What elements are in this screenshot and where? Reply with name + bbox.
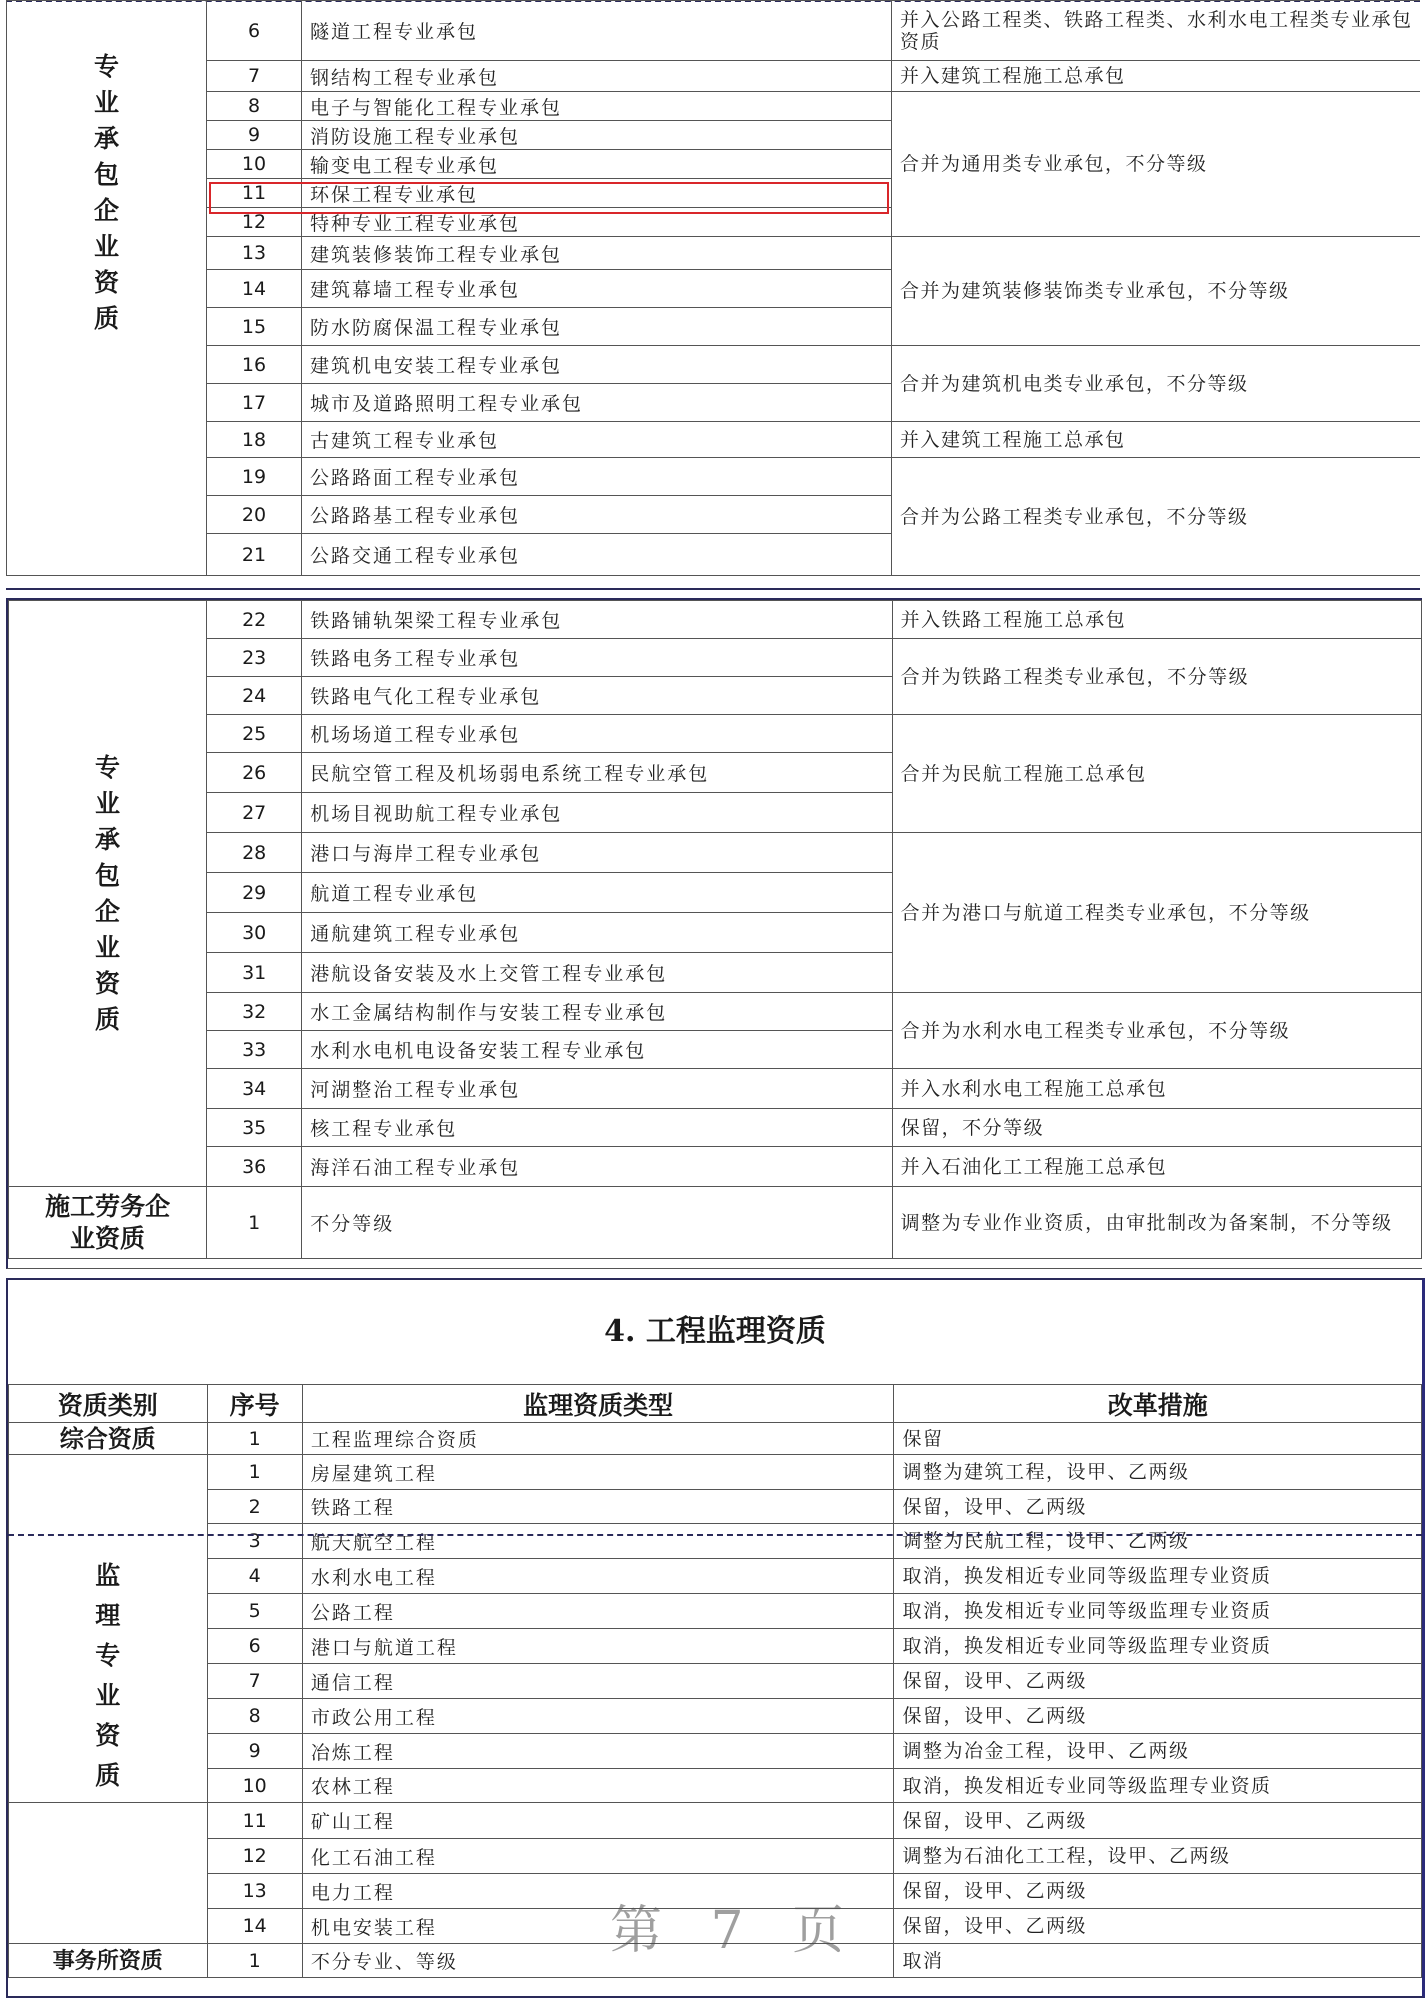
category-cell: 综合资质: [9, 1423, 208, 1455]
row-number: 17: [207, 384, 302, 422]
reform-measure: 保留，设甲、乙两级: [894, 1803, 1422, 1839]
column-header: 序号: [207, 1385, 302, 1423]
category-cell: 专业承包企业资质: [7, 1, 207, 576]
qualification-name: 铁路铺轨架梁工程专业承包: [302, 601, 892, 639]
row-number: 20: [207, 496, 302, 534]
row-number: 11: [207, 1803, 302, 1839]
qualification-name: 钢结构工程专业承包: [302, 61, 892, 92]
row-number: 5: [207, 1594, 302, 1629]
qualification-name: 冶炼工程: [302, 1734, 894, 1769]
row-number: 3: [207, 1524, 302, 1559]
row-number: 12: [207, 208, 302, 237]
row-number: 10: [207, 1769, 302, 1803]
qualification-name: 铁路电务工程专业承包: [302, 639, 892, 677]
row-number: 35: [207, 1109, 302, 1147]
row-number: 7: [207, 61, 302, 92]
table-panel-1: [6, 0, 1420, 590]
qualification-name: 矿山工程: [302, 1803, 894, 1839]
qualification-name: 建筑装修装饰工程专业承包: [302, 237, 892, 270]
row-number: 25: [207, 715, 302, 753]
qualification-name: 通航建筑工程专业承包: [302, 913, 892, 953]
reform-measure: 合并为通用类专业承包，不分等级: [892, 92, 1421, 237]
reform-measure: 保留，设甲、乙两级: [894, 1664, 1422, 1699]
table-row: [9, 993, 1422, 1031]
qualification-name: 港口与海岸工程专业承包: [302, 833, 892, 873]
table-row: [9, 601, 1422, 639]
row-number: 7: [207, 1664, 302, 1699]
qualification-name: 公路交通工程专业承包: [302, 534, 892, 576]
row-number: 14: [207, 1909, 302, 1944]
qualification-name: 市政公用工程: [302, 1699, 894, 1734]
row-number: 11: [207, 179, 302, 208]
reform-measure: 调整为专业作业资质，由审批制改为备案制，不分等级: [892, 1187, 1421, 1259]
column-header: 改革措施: [894, 1385, 1422, 1423]
qualification-name: 防水防腐保温工程专业承包: [302, 308, 892, 346]
qualification-name: 机场场道工程专业承包: [302, 715, 892, 753]
row-number: 28: [207, 833, 302, 873]
qualification-table-1: [6, 0, 1420, 576]
row-number: 27: [207, 793, 302, 833]
qualification-table-2: [8, 600, 1422, 1259]
qualification-name: 古建筑工程专业承包: [302, 422, 892, 458]
table-header-row: [9, 1385, 1422, 1423]
qualification-name: 特种专业工程专业承包: [302, 208, 892, 237]
reform-measure: 保留，设甲、乙两级: [894, 1490, 1422, 1524]
table-row: [9, 1664, 1422, 1699]
table-row: [9, 1559, 1422, 1594]
row-number: 1: [207, 1187, 302, 1259]
qualification-name: 化工石油工程: [302, 1839, 894, 1874]
table-row: [9, 1629, 1422, 1664]
row-number: 14: [207, 270, 302, 308]
qualification-name: 机场目视助航工程专业承包: [302, 793, 892, 833]
row-number: 24: [207, 677, 302, 715]
row-number: 13: [207, 237, 302, 270]
row-number: 12: [207, 1839, 302, 1874]
row-number: 30: [207, 913, 302, 953]
table-row: [9, 715, 1422, 753]
qualification-name: 水利水电工程: [302, 1559, 894, 1594]
table-row: [9, 1455, 1422, 1490]
table-row: [7, 346, 1421, 384]
row-number: 6: [207, 1629, 302, 1664]
reform-measure: 合并为水利水电工程类专业承包，不分等级: [892, 993, 1421, 1069]
qualification-name: 河湖整治工程专业承包: [302, 1069, 892, 1109]
table-panel-2: [6, 598, 1422, 1269]
table-row: [9, 1069, 1422, 1109]
table-row: [9, 1524, 1422, 1559]
qualification-name: 建筑机电安装工程专业承包: [302, 346, 892, 384]
table-row: [7, 422, 1421, 458]
qualification-name: 输变电工程专业承包: [302, 150, 892, 179]
highlight-box: [209, 182, 889, 214]
reform-measure: 并入水利水电工程施工总承包: [892, 1069, 1421, 1109]
qualification-name: 不分等级: [302, 1187, 892, 1259]
qualification-name: 房屋建筑工程: [302, 1455, 894, 1490]
table-row: [9, 1187, 1422, 1259]
qualification-name: 民航空管工程及机场弱电系统工程专业承包: [302, 753, 892, 793]
table-row: [9, 1839, 1422, 1874]
row-number: 13: [207, 1874, 302, 1909]
row-number: 19: [207, 458, 302, 496]
reform-measure: 取消，换发相近专业同等级监理专业资质: [894, 1629, 1422, 1664]
row-number: 29: [207, 873, 302, 913]
labor-category-cell: 施工劳务企业资质: [9, 1187, 207, 1259]
qualification-name: 航道工程专业承包: [302, 873, 892, 913]
qualification-name: 核工程专业承包: [302, 1109, 892, 1147]
qualification-name: 航天航空工程: [302, 1524, 894, 1559]
reform-measure: 调整为建筑工程，设甲、乙两级: [894, 1455, 1422, 1490]
qualification-name: 公路工程: [302, 1594, 894, 1629]
row-number: 1: [207, 1455, 302, 1490]
qualification-name: 机电安装工程: [302, 1909, 894, 1944]
row-number: 4: [207, 1559, 302, 1594]
qualification-name: 铁路工程: [302, 1490, 894, 1524]
qualification-name: 公路路基工程专业承包: [302, 496, 892, 534]
row-number: 33: [207, 1031, 302, 1069]
reform-measure: 并入公路工程类、铁路工程类、水利水电工程类专业承包资质: [892, 1, 1421, 61]
row-number: 1: [207, 1944, 302, 1978]
reform-measure: 保留，设甲、乙两级: [894, 1909, 1422, 1944]
reform-measure: 合并为铁路工程类专业承包，不分等级: [892, 639, 1421, 715]
row-number: 8: [207, 1699, 302, 1734]
qualification-name: 隧道工程专业承包: [302, 1, 892, 61]
qualification-name: 铁路电气化工程专业承包: [302, 677, 892, 715]
table-row: [9, 1423, 1422, 1455]
table-row: [9, 1769, 1422, 1803]
reform-measure: 并入建筑工程施工总承包: [892, 61, 1421, 92]
reform-measure: 合并为建筑装修装饰类专业承包，不分等级: [892, 237, 1421, 346]
qualification-name: 城市及道路照明工程专业承包: [302, 384, 892, 422]
table-row: [7, 458, 1421, 496]
category-cell: 专业承包企业资质: [9, 601, 207, 1187]
row-number: 32: [207, 993, 302, 1031]
table-row: [9, 1147, 1422, 1187]
reform-measure: 合并为公路工程类专业承包，不分等级: [892, 458, 1421, 576]
table-row: [9, 639, 1422, 677]
row-number: 10: [207, 150, 302, 179]
qualification-name: 水工金属结构制作与安装工程专业承包: [302, 993, 892, 1031]
qualification-name: 不分专业、等级: [302, 1944, 894, 1978]
row-number: 9: [207, 121, 302, 150]
row-number: 6: [207, 1, 302, 61]
reform-measure: 并入建筑工程施工总承包: [892, 422, 1421, 458]
category-cell-continued: [9, 1803, 208, 1944]
category-cell: 监理专业资质: [9, 1455, 208, 1803]
table-row: [9, 1699, 1422, 1734]
reform-measure: 并入铁路工程施工总承包: [892, 601, 1421, 639]
table-row: [9, 1734, 1422, 1769]
reform-measure: 合并为建筑机电类专业承包，不分等级: [892, 346, 1421, 422]
row-number: 16: [207, 346, 302, 384]
row-number: 15: [207, 308, 302, 346]
table-row: [9, 833, 1422, 873]
reform-measure: 取消: [894, 1944, 1422, 1978]
reform-measure: 调整为石油化工工程，设甲、乙两级: [894, 1839, 1422, 1874]
qualification-name: 港口与航道工程: [302, 1629, 894, 1664]
column-header: 资质类别: [9, 1385, 208, 1423]
reform-measure: 调整为冶金工程，设甲、乙两级: [894, 1734, 1422, 1769]
row-number: 36: [207, 1147, 302, 1187]
qualification-name: 电子与智能化工程专业承包: [302, 92, 892, 121]
qualification-name: 农林工程: [302, 1769, 894, 1803]
table-row: [7, 61, 1421, 92]
reform-measure: 取消，换发相近专业同等级监理专业资质: [894, 1594, 1422, 1629]
table-row: [7, 1, 1421, 61]
qualification-name: 工程监理综合资质: [302, 1423, 894, 1455]
table-row: [9, 1109, 1422, 1147]
row-number: 18: [207, 422, 302, 458]
row-number: 2: [207, 1490, 302, 1524]
table-row: [7, 237, 1421, 270]
row-number: 31: [207, 953, 302, 993]
reform-measure: 并入石油化工工程施工总承包: [892, 1147, 1421, 1187]
reform-measure: 保留，设甲、乙两级: [894, 1699, 1422, 1734]
row-number: 1: [207, 1423, 302, 1455]
qualification-name: 港航设备安装及水上交管工程专业承包: [302, 953, 892, 993]
reform-measure: 保留，设甲、乙两级: [894, 1874, 1422, 1909]
section-title: 4. 工程监理资质: [8, 1280, 1422, 1385]
column-header: 监理资质类型: [302, 1385, 894, 1423]
reform-measure: 调整为民航工程，设甲、乙两级: [894, 1524, 1422, 1559]
row-number: 26: [207, 753, 302, 793]
table-row: [7, 92, 1421, 121]
reform-measure: 保留，不分等级: [892, 1109, 1421, 1147]
row-number: 9: [207, 1734, 302, 1769]
row-number: 8: [207, 92, 302, 121]
row-number: 22: [207, 601, 302, 639]
qualification-name: 海洋石油工程专业承包: [302, 1147, 892, 1187]
page-watermark: 第 7 页: [610, 1901, 861, 1961]
row-number: 23: [207, 639, 302, 677]
row-number: 34: [207, 1069, 302, 1109]
reform-measure: 取消，换发相近专业同等级监理专业资质: [894, 1559, 1422, 1594]
qualification-name: 电力工程: [302, 1874, 894, 1909]
table-row: [9, 1490, 1422, 1524]
qualification-name: 公路路面工程专业承包: [302, 458, 892, 496]
table-row: [9, 1803, 1422, 1839]
qualification-name: 水利水电机电设备安装工程专业承包: [302, 1031, 892, 1069]
qualification-name: 环保工程专业承包: [302, 179, 892, 208]
qualification-name: 建筑幕墙工程专业承包: [302, 270, 892, 308]
reform-measure: 合并为民航工程施工总承包: [892, 715, 1421, 833]
category-cell: 事务所资质: [9, 1944, 208, 1978]
table-panel-3: [6, 1278, 1425, 1998]
qualification-name: 通信工程: [302, 1664, 894, 1699]
reform-measure: 保留: [894, 1423, 1422, 1455]
reform-measure: 合并为港口与航道工程类专业承包，不分等级: [892, 833, 1421, 993]
row-number: 21: [207, 534, 302, 576]
page-break-rule: [8, 1534, 1422, 1536]
qualification-name: 消防设施工程专业承包: [302, 121, 892, 150]
table-row: [9, 1594, 1422, 1629]
reform-measure: 取消，换发相近专业同等级监理专业资质: [894, 1769, 1422, 1803]
